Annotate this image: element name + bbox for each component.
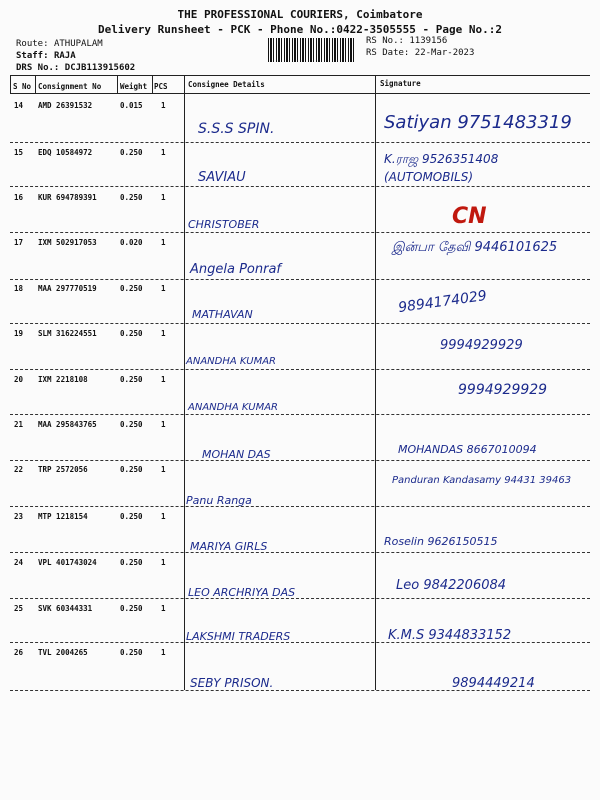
staff-value: RAJA [53, 51, 76, 61]
row-consignment: AMD 26391532 [38, 101, 93, 110]
row-sno: 22 [14, 465, 24, 474]
row-weight: 0.250 [120, 193, 143, 202]
consignee-name: ANANDHA KUMAR [186, 356, 276, 367]
consignee-name: MARIYA GIRLS [190, 540, 268, 553]
row-sno: 18 [14, 284, 24, 293]
row-weight: 0.250 [120, 648, 143, 657]
signature-text: 9894449214 [452, 676, 535, 691]
row-weight: 0.015 [120, 101, 143, 110]
row-sno: 14 [14, 101, 24, 110]
rs-date-line [366, 48, 474, 58]
row-consignment: MTP 1218154 [38, 512, 88, 521]
signature-text: Leo 9842206084 [396, 578, 507, 593]
signature-text: 9994929929 [440, 338, 523, 353]
row-sno: 16 [14, 193, 24, 202]
row-consignment: MAA 297770519 [38, 284, 97, 293]
row-pcs: 1 [161, 375, 166, 384]
col-sno: S No [13, 82, 32, 91]
row-consignment: MAA 295843765 [38, 420, 97, 429]
row-sno: 23 [14, 512, 24, 521]
signature-text: Satiyan 9751483319 [384, 112, 572, 133]
row-consignment: EDQ 10584972 [38, 148, 93, 157]
row-pcs: 1 [161, 238, 166, 247]
route-value: ATHUPALAM [53, 39, 103, 49]
signature-text: 9894174029 [397, 287, 488, 317]
row-sno: 15 [14, 148, 24, 157]
row-pcs: 1 [161, 465, 166, 474]
consignee-name: Angela Ponraf [190, 262, 282, 277]
row-pcs: 1 [161, 604, 166, 613]
rs-no-value: 1139156 [409, 36, 448, 46]
row-sno: 17 [14, 238, 24, 247]
rs-no-label: RS No.: [366, 36, 404, 46]
row-weight: 0.020 [120, 238, 143, 247]
row-consignment: SLM 316224551 [38, 329, 97, 338]
staff-line [16, 51, 76, 61]
consignee-name: ANANDHA KUMAR [188, 402, 278, 413]
consignee-name: LEO ARCHRIYA DAS [188, 586, 296, 599]
consignee-name: CHRISTOBER [188, 218, 260, 231]
rs-date-value: 22-Mar-2023 [414, 48, 475, 58]
row-pcs: 1 [161, 193, 166, 202]
row-sno: 26 [14, 648, 24, 657]
rs-no-line [366, 36, 447, 46]
row-weight: 0.250 [120, 329, 143, 338]
rs-date-label: RS Date: [366, 48, 410, 58]
consignee-name: SEBY PRISON. [190, 676, 274, 690]
row-consignment: VPL 401743024 [38, 558, 97, 567]
consignee-name: MATHAVAN [192, 308, 253, 321]
route-line [16, 39, 103, 49]
row-consignment: IXM 502917053 [38, 238, 97, 247]
row-pcs: 1 [161, 420, 166, 429]
consignee-name: SAVIAU [198, 170, 246, 185]
row-pcs: 1 [161, 648, 166, 657]
company-title: THE PROFESSIONAL COURIERS, Coimbatore [177, 8, 423, 21]
drs-value: DCJB113915602 [64, 63, 136, 73]
row-weight: 0.250 [120, 604, 143, 613]
barcode-image [268, 38, 356, 62]
row-pcs: 1 [161, 101, 166, 110]
col-consignment: Consignment No [38, 82, 102, 91]
col-consignee: Consignee Details [188, 80, 265, 89]
route-label: Route: [16, 39, 49, 49]
consignee-name: LAKSHMI TRADERS [186, 630, 291, 643]
signature-text: K.ராஜ 9526351408 (AUTOMOBILS) [384, 152, 499, 184]
row-consignment: TVL 2004265 [38, 648, 88, 657]
drs-line [16, 63, 135, 73]
signature-text: 9994929929 [458, 382, 548, 398]
signature-text: CN [452, 204, 487, 229]
row-sno: 24 [14, 558, 24, 567]
row-consignment: SVK 60344331 [38, 604, 93, 613]
consignee-name: S.S.S SPIN. [198, 121, 275, 137]
col-signature: Signature [380, 79, 421, 88]
row-weight: 0.250 [120, 284, 143, 293]
signature-text: இன்பா தேவி 9446101625 [392, 240, 558, 255]
row-pcs: 1 [161, 512, 166, 521]
row-weight: 0.250 [120, 512, 143, 521]
row-weight: 0.250 [120, 375, 143, 384]
consignee-name: MOHAN DAS [202, 448, 271, 461]
row-sno: 21 [14, 420, 24, 429]
signature-text: Panduran Kandasamy 94431 39463 [392, 475, 572, 486]
signature-text: Roselin 9626150515 [384, 535, 498, 548]
consignee-name: Panu Ranga [186, 494, 252, 507]
signature-text: MOHANDAS 8667010094 [398, 443, 537, 456]
row-pcs: 1 [161, 558, 166, 567]
row-weight: 0.250 [120, 558, 143, 567]
row-pcs: 1 [161, 148, 166, 157]
row-sno: 19 [14, 329, 24, 338]
row-weight: 0.250 [120, 420, 143, 429]
col-pcs: PCS [154, 82, 168, 91]
staff-label: Staff: [16, 51, 49, 61]
drs-label: DRS No.: [16, 63, 60, 73]
signature-text: K.M.S 9344833152 [388, 628, 512, 643]
row-consignment: IXM 2218108 [38, 375, 88, 384]
row-weight: 0.250 [120, 148, 143, 157]
row-sno: 20 [14, 375, 24, 384]
col-weight: Weight [120, 82, 148, 91]
row-consignment: KUR 694789391 [38, 193, 97, 202]
row-weight: 0.250 [120, 465, 143, 474]
row-sno: 25 [14, 604, 24, 613]
row-consignment: TRP 2572056 [38, 465, 88, 474]
runsheet-title: Delivery Runsheet - PCK - Phone No.:0422-3505555 - Page No.:2 [98, 23, 502, 36]
row-pcs: 1 [161, 329, 166, 338]
row-pcs: 1 [161, 284, 166, 293]
